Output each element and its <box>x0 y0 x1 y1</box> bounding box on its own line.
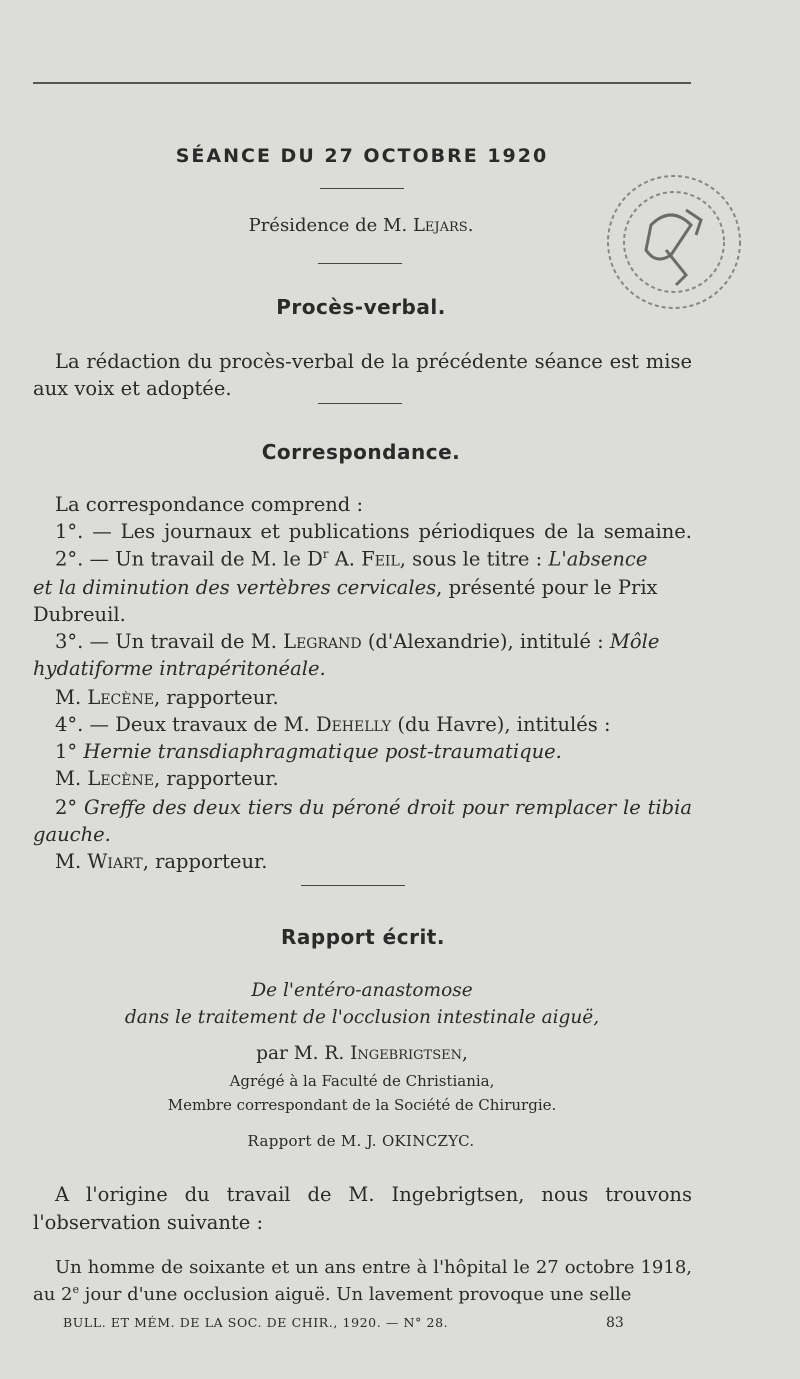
rapport-affiliation1: Agrégé à la Faculté de Christiania, <box>229 1072 495 1090</box>
item-3-line1: 3°. — Un travail de M. Legrand (d'Alexandrie), intitulé : Môle <box>55 630 660 653</box>
footer-page-number: 83 <box>606 1315 624 1331</box>
item-4-sub2-line2: gauche. <box>33 823 111 846</box>
para2-line1: Un homme de soixante et un ans entre à l'hôpital le 27 octobre 1918, <box>55 1257 692 1278</box>
rapporteur-line: Rapport de M. J. OKINCZYC. <box>247 1132 475 1150</box>
item-4-sub1: 1° Hernie transdiaphragmatique post-traumatique. <box>55 740 562 763</box>
item-4-line1: 4°. — Deux travaux de M. Dehelly (du Havre), intitulés : <box>55 713 611 736</box>
divider <box>318 403 402 404</box>
para1-line1: A l'origine du travail de M. Ingebrigtsen, nous trouvons <box>55 1183 692 1206</box>
correspondance-intro: La correspondance comprend : <box>55 493 364 516</box>
library-stamp-icon <box>596 150 756 335</box>
session-title: SÉANCE DU 27 OCTOBRE 1920 <box>175 145 549 167</box>
footer-journal: BULL. ET MÉM. DE LA SOC. DE CHIR., 1920. — N° 28. <box>63 1315 449 1330</box>
rapporteur-3: M. Wiart, rapporteur. <box>55 850 268 873</box>
item-2-line1: 2°. — Un travail de M. le $D^r$ A. Feil, sous le titre : L'absence <box>55 547 648 571</box>
item-3-line2: hydatiforme intrapéritonéale. <box>33 657 326 680</box>
top-rule <box>33 82 691 84</box>
divider <box>301 885 405 886</box>
item-2-line2: et la diminution des vertèbres cervicales, présenté pour le Prix <box>33 576 658 599</box>
rapporteur-2: M. Lecène, rapporteur. <box>55 767 279 790</box>
rapport-author: par M. R. Ingebrigtsen, <box>256 1043 468 1064</box>
rapport-title2: dans le traitement de l'occlusion intestinale aiguë, <box>124 1007 600 1028</box>
divider <box>320 188 404 189</box>
correspondance-heading: Correspondance. <box>261 440 461 464</box>
item-2-line3: Dubreuil. <box>33 603 126 626</box>
proces-verbal-line2: aux voix et adoptée. <box>33 377 232 400</box>
item-1: 1°. — Les journaux et publications périodiques de la semaine. <box>55 520 692 543</box>
presidence-line: Présidence de M. Lejars. <box>248 215 474 236</box>
item-4-sub2-line1: 2° Greffe des deux tiers du péroné droit pour remplacer le tibia <box>55 796 692 819</box>
divider <box>318 263 402 264</box>
rapporteur-1: M. Lecène, rapporteur. <box>55 686 279 709</box>
rapport-affiliation2: Membre correspondant de la Société de Chirurgie. <box>167 1096 557 1114</box>
para1-line2: l'observation suivante : <box>33 1211 264 1234</box>
proces-verbal-heading: Procès-verbal. <box>276 295 446 319</box>
rapport-title1: De l'entéro-anastomose <box>251 980 473 1001</box>
para2-line2: au 2e jour d'une occlusion aiguë. Un lavement provoque une selle <box>33 1283 632 1305</box>
proces-verbal-line1: La rédaction du procès-verbal de la précédente séance est mise <box>55 350 692 373</box>
rapport-heading: Rapport écrit. <box>281 925 445 949</box>
